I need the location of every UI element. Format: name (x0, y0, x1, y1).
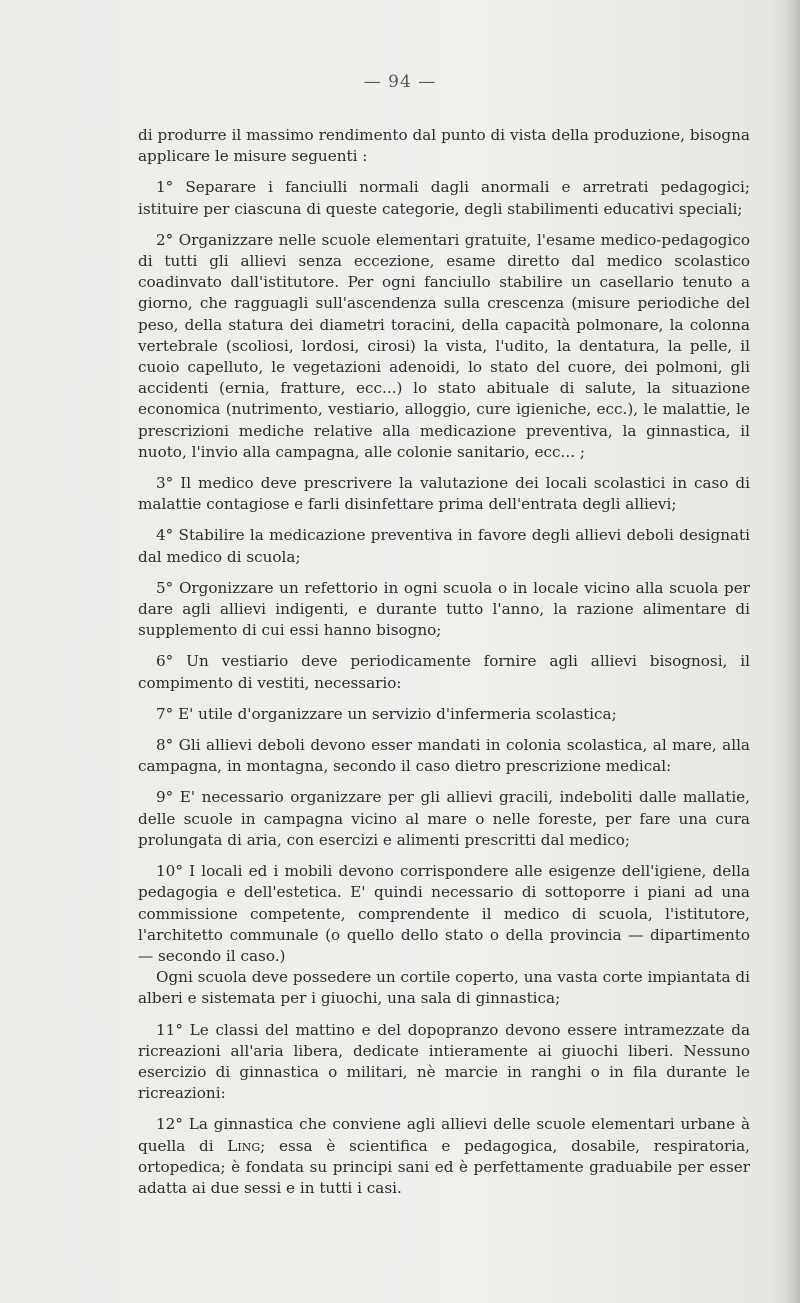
paragraph-item-12-end: ; essa è scientifica e pedagogica, dosabile, respiratoria, ortopedica; è fondata su principi sani ed è perfettamente graduabile per esser adatta ai due sessi e in tutti i casi. (138, 1136, 750, 1197)
ling-name: Ling (227, 1136, 261, 1155)
paragraph-item-6: 6° Un vestiario deve periodicamente fornire agli allievi bisognosi, il compimento di vestiti, necessario: (138, 652, 750, 692)
paragraph-item-4: 4° Stabilire la medicazione preventiva in favore degli allievi deboli designati dal medico di scuola; (138, 526, 750, 566)
paragraph-item-3: 3° Il medico deve prescrivere la valutazione dei locali scolastici in caso di malattie contagiose e farli disinfettare prima dell'entrata degli allievi; (138, 474, 750, 514)
paragraph-item-8: 8° Gli allievi deboli devono esser mandati in colonia scolastica, al mare, alla campagna, in montagna, secondo il caso dietro prescrizione medical: (138, 736, 750, 776)
paragraph-intro: di produrre il massimo rendimento dal punto di vista della produzione, bisogna applicare le misure seguenti : (138, 126, 750, 166)
page-edge-shadow (786, 0, 800, 1303)
paragraph-item-7: 7° E' utile d'organizzare un servizio d'infermeria scolastica; (156, 704, 617, 723)
paragraph-item-1: 1° Separare i fanciulli normali dagli anormali e arretrati pedagogici; istituire per ciascuna di queste categorie, degli stabilimenti educativi speciali; (138, 178, 750, 218)
paragraph-item-11: 11° Le classi del mattino e del dopopranzo devono essere intramezzate da ricreazioni all'aria libera, dedicate intieramente ai giuochi liberi. Nessuno esercizio di ginnastica o militari, nè marcie in ranghi o in fila durante le ricreazioni: (138, 1020, 750, 1103)
paragraph-item-5: 5° Orgonizzare un refettorio in ogni scuola o in locale vicino alla scuola per dare agli allievi indigenti, e durante tutto l'anno, la razione alimentare di supplemento di cui essi hanno bisogno; (138, 578, 750, 640)
paragraph-item-10: 10° I locali ed i mobili devono corrispondere alle esigenze dell'igiene, della pedagogia e dell'estetica. E' quindi necessario di sottoporre i piani ad una commissione competente, comprendente il medico di scuola, l'istitutore, l'architetto communale (o quello dello stato o della provincia — dipartimento — secondo il caso.) (138, 862, 750, 965)
body-text (138, 125, 750, 1209)
page-number: — 94 — (363, 72, 437, 92)
paragraph-item-10-continued: Ogni scuola deve possedere un cortile coperto, una vasta corte impiantata di alberi e sistemata per i giuochi, una sala di ginnastica; (138, 968, 750, 1008)
paragraph-item-9: 9° E' necessario organizzare per gli allievi gracili, indeboliti dalle mallatie, delle scuole in campagna vicino al mare o nelle foreste, per fare una cura prolungata di aria, con esercizi e alimenti prescritti dal medico; (138, 788, 750, 849)
paragraph-item-12-start: 12° La ginnastica che conviene agli allievi delle scuole elementari urbane à quella di (138, 1115, 750, 1155)
paragraph-item-2: 2° Organizzare nelle scuole elementari gratuite, l'esame medico-pedagogico di tutti gli allievi senza eccezione, esame diretto dal medico scolastico coadinvato dall'istitutore. Per ogni fanciullo stabilire un casellario tenuto a giorno, che ragguagli sull'ascendenza sulla crescenza (misure periodiche del peso, della statura dei diametri toracini, della capacità polmonare, la colonna vertebrale (scoliosi, lordosi, cirosi) la vista, l'udito, la dentatura, la pelle, il cuoio capelluto, le vegetazioni adenoidi, lo stato del cuore, dei polmoni, gli accidenti (ernia, fratture, ecc...) lo stato abituale di salute, la situazione economica (nutrimento, vestiario, alloggio, cure igieniche, ecc.), le malattie, le prescrizioni mediche relative alla medicazione preventiva, la ginnastica, il nuoto, l'invio alla campagna, alle colonie sanitario, ecc... ; (138, 230, 750, 461)
paragraph-item-12 (138, 1114, 750, 1199)
